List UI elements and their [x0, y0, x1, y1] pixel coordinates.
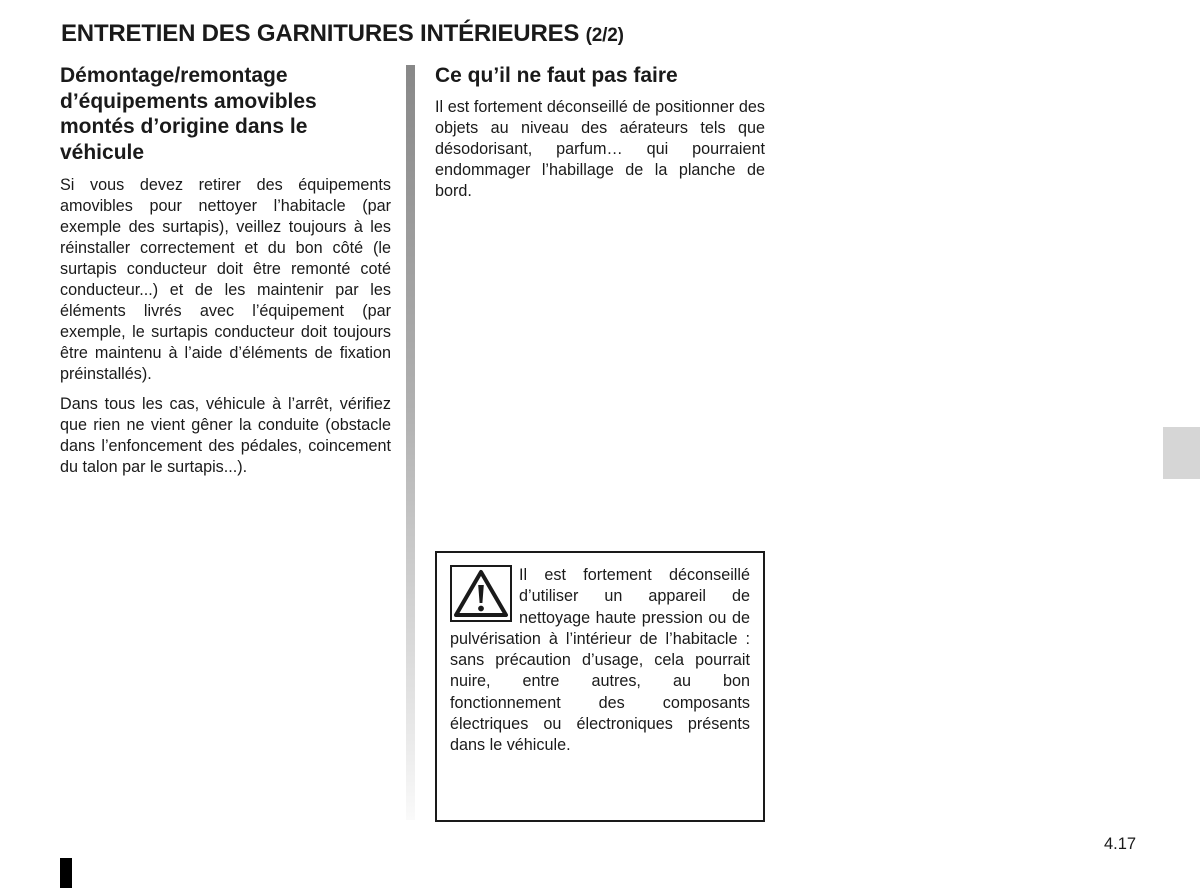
right-column — [435, 63, 765, 202]
paragraph-safety-check: Dans tous les cas, véhicule à l’arrêt, vérifiez que rien ne vient gêner la conduite (obstacle dans l’enfoncement des pédales, coincement du talon par le surtapis...). — [60, 395, 391, 476]
warning-triangle-icon — [450, 565, 512, 622]
page-title — [61, 20, 624, 48]
paragraph-removal-instructions: Si vous devez retirer des équipements amovibles pour nettoyer l’habitacle (par exemple des surtapis), veillez toujours à les réinstaller correctement et du bon côté (le surtapis conducteur doit être remonté coté conducteur...) et de les maintenir par les éléments livrés avec l’équipement (par exemple, le surtapis conducteur doit toujours être maintenu à l’aide d’éléments de fixation préinstallés). — [60, 176, 391, 383]
warning-box — [435, 551, 765, 822]
page-number: 4.17 — [1104, 835, 1137, 853]
page-indicator: (2/2) — [585, 25, 624, 46]
page-title-text: ENTRETIEN DES GARNITURES INTÉRIEURES — [61, 20, 580, 47]
section-heading-removal: Démontage/remontage d’équipements amovibles montés d’origine dans le véhicule — [60, 64, 317, 164]
corner-mark — [60, 858, 72, 888]
left-column — [60, 63, 391, 478]
column-divider-bar — [406, 65, 415, 820]
chapter-side-tab — [1163, 427, 1200, 479]
section-heading-dont: Ce qu’il ne faut pas faire — [435, 64, 678, 87]
paragraph-air-vents: Il est fortement déconseillé de positionner des objets au niveau des aérateurs tels que désodorisant, parfum… qui pourraient endommager l’habillage de la planche de bord. — [435, 97, 765, 200]
warning-text: Il est fortement déconseillé d’utiliser un appareil de nettoyage haute pression ou de pulvérisation à l’intérieur de l’habitacle : sans précaution d’usage, cela pourrait nuire, entre autres, au bon fonctionnement des composants électriques ou électroniques présents dans le véhicule. — [450, 566, 750, 755]
